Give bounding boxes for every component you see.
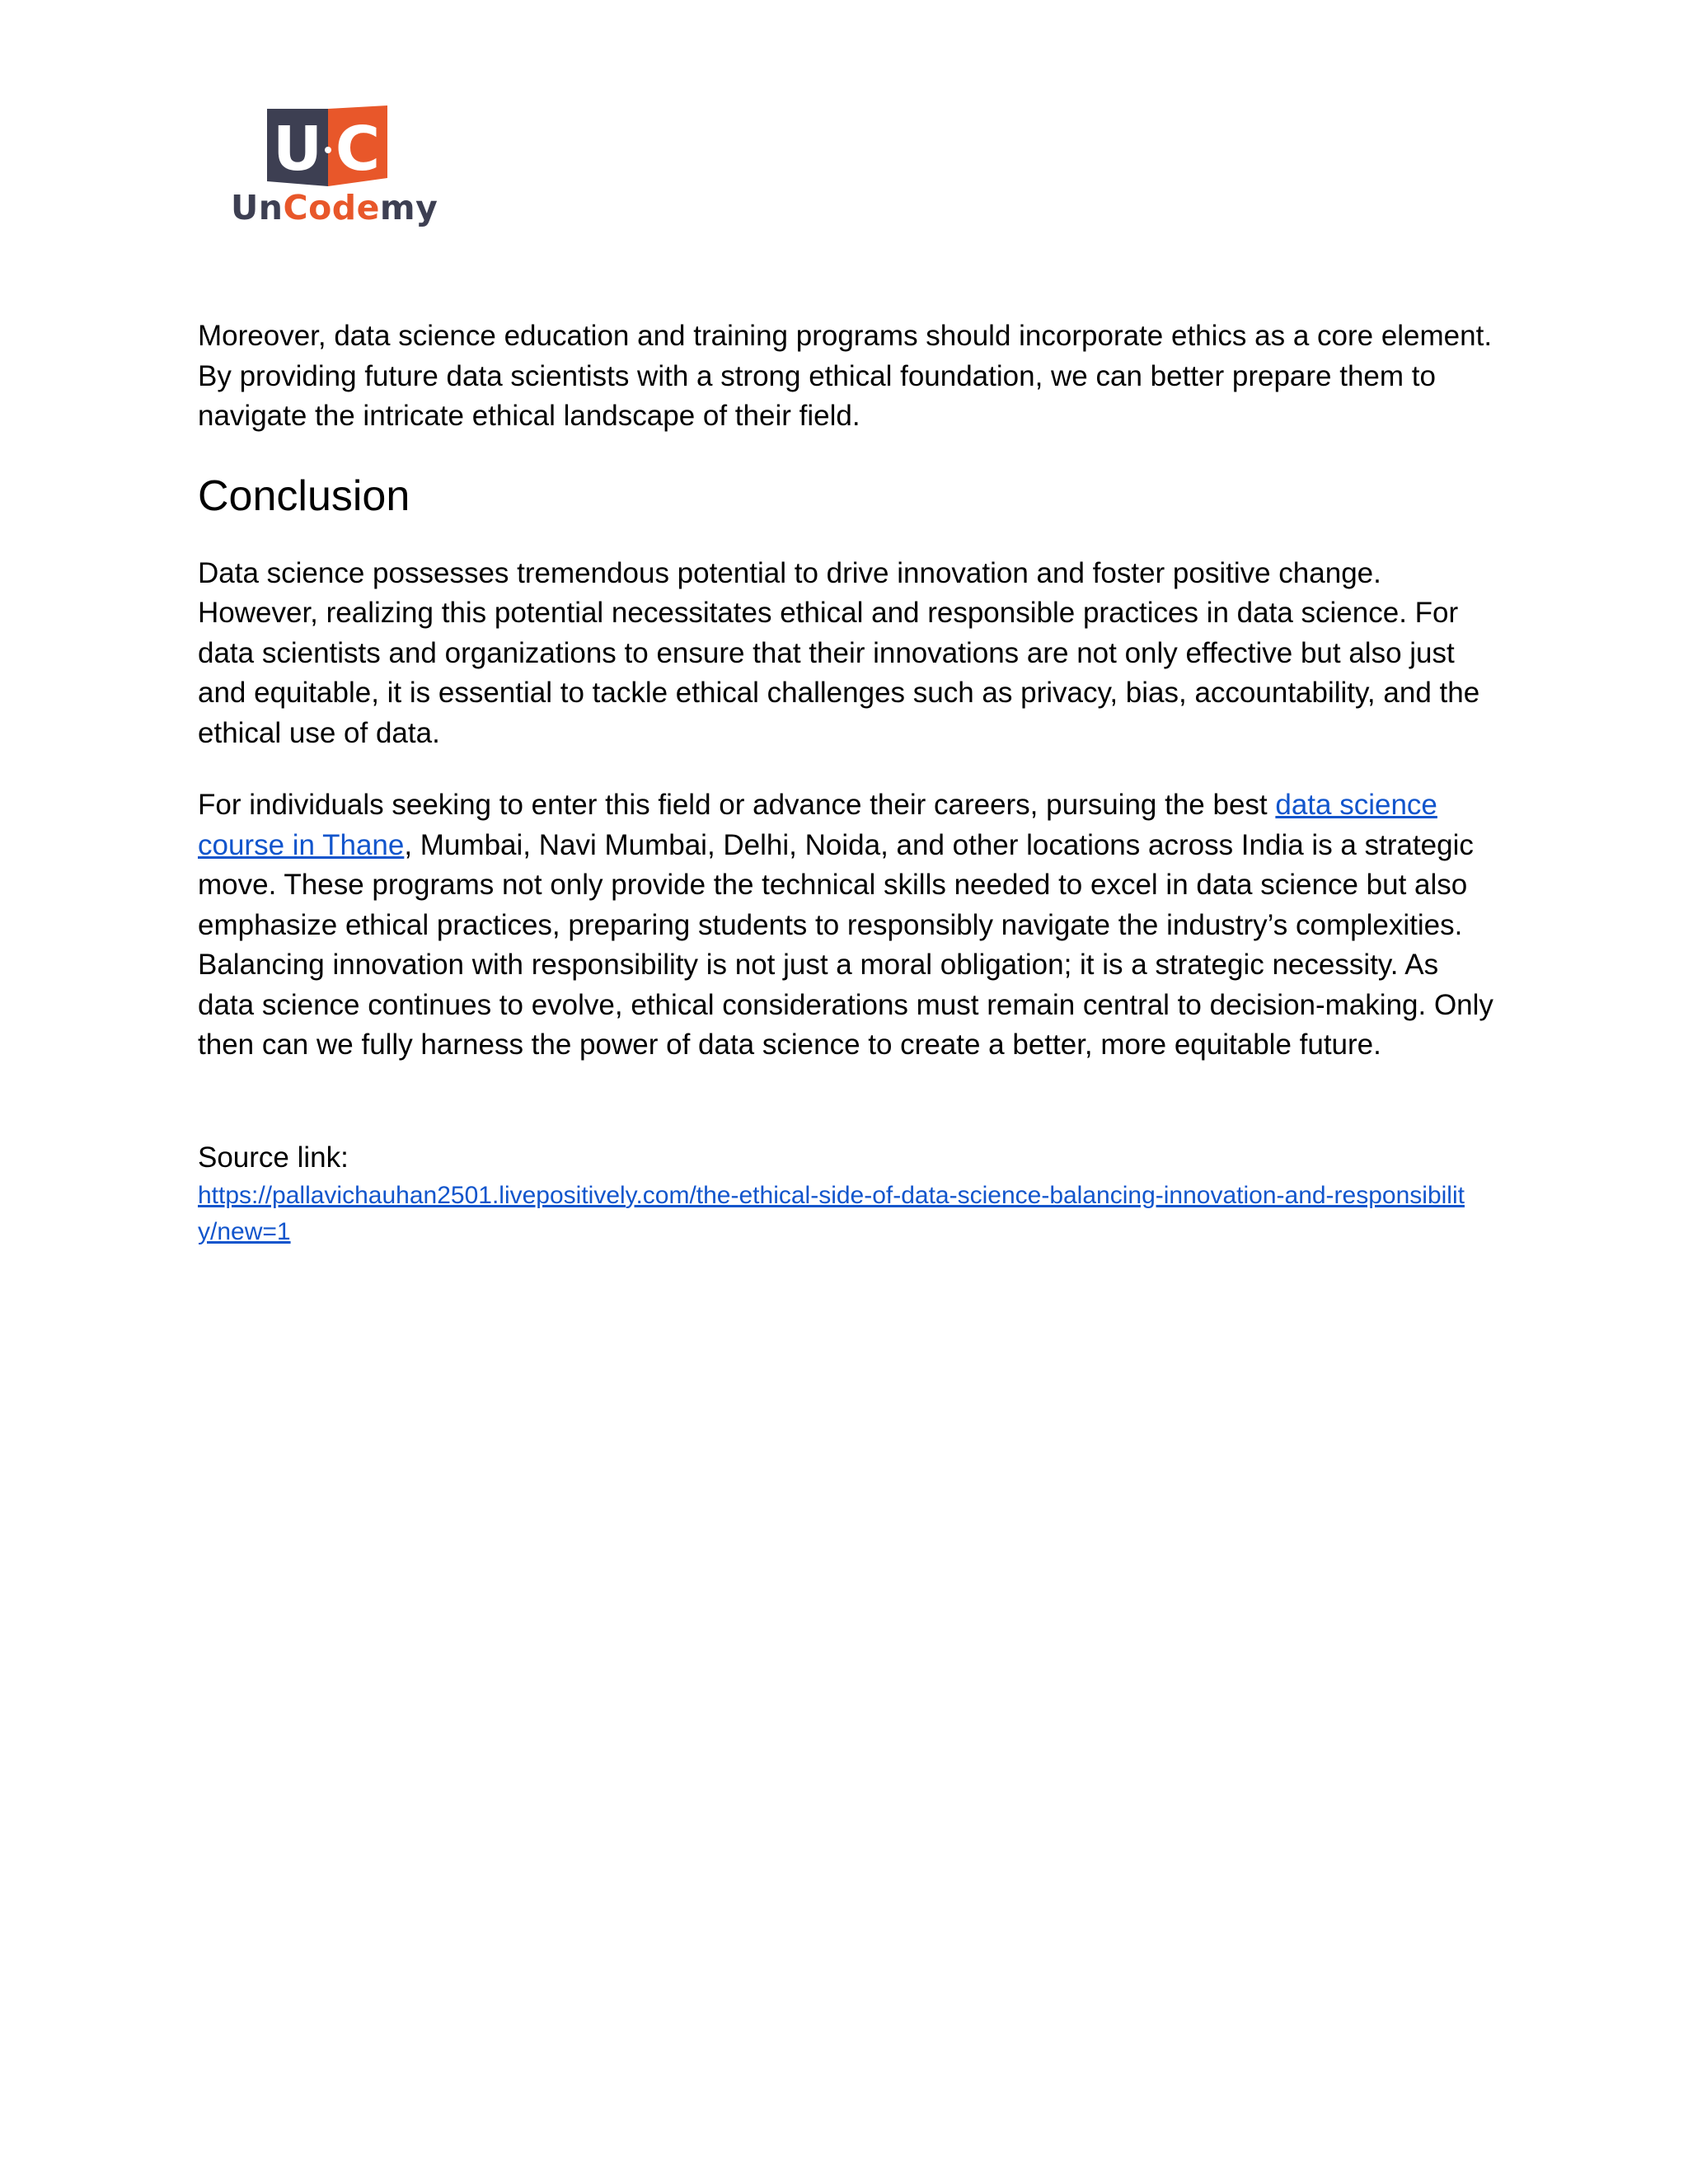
- wordmark-code: Code: [283, 188, 380, 227]
- wordmark-un: Un: [231, 188, 284, 227]
- source-label: Source link:: [198, 1141, 349, 1174]
- uncodemy-logo: [227, 102, 438, 234]
- uc-logo-mark: [267, 105, 387, 186]
- logo-letter-c: C: [335, 114, 381, 185]
- course-link[interactable]: data science course in Thane: [198, 789, 1437, 861]
- logo-dot: [325, 147, 331, 153]
- conclusion-heading: Conclusion: [198, 471, 410, 520]
- wordmark-my: my: [379, 188, 438, 227]
- paragraph-conclusion: Data science possesses tremendous potential to drive innovation and foster positive change. However, realizing this potential necessitates ethical and responsible practices in data science. For data scientists and organizations to ensure that their innovations are not only effective but also just and equitable, it is essential to tackle ethical challenges such as privacy, bias, accountability, and the ethical use of data.: [198, 556, 1480, 749]
- logo-wordmark: [231, 188, 438, 227]
- logo-letter-u: U: [272, 114, 323, 185]
- paragraph-course-recommendation: [198, 785, 1500, 1066]
- source-url-link[interactable]: https://pallavichauhan2501.livepositively.com/the-ethical-side-of-data-science-balancing-innovation-and-responsibility/new=1: [198, 1181, 1465, 1245]
- paragraph-ethics-education: Moreover, data science education and training programs should incorporate ethics as a core element. By providing future data scientists with a strong ethical foundation, we can better prepare them to navigate the intricate ethical landscape of their field.: [198, 320, 1493, 432]
- source-section: [198, 1138, 1500, 1250]
- paragraph-text-after-link: , Mumbai, Navi Mumbai, Delhi, Noida, and other locations across India is a strategic move. These programs not only provide the technical skills needed to excel in data science but also emphasize ethical practices, preparing students to responsibly navigate the industry’s complexities. Balancing innovation with responsibility is not just a moral obligation; it is a strategic necessity. As data science continues to evolve, ethical considerations must remain central to decision-making. Only then can we fully harness the power of data science to create a better, more equitable future.: [198, 828, 1493, 1061]
- paragraph-text-before-link: For individuals seeking to enter this field or advance their careers, pursuing the best: [198, 789, 1276, 821]
- document-body: [198, 316, 1500, 1250]
